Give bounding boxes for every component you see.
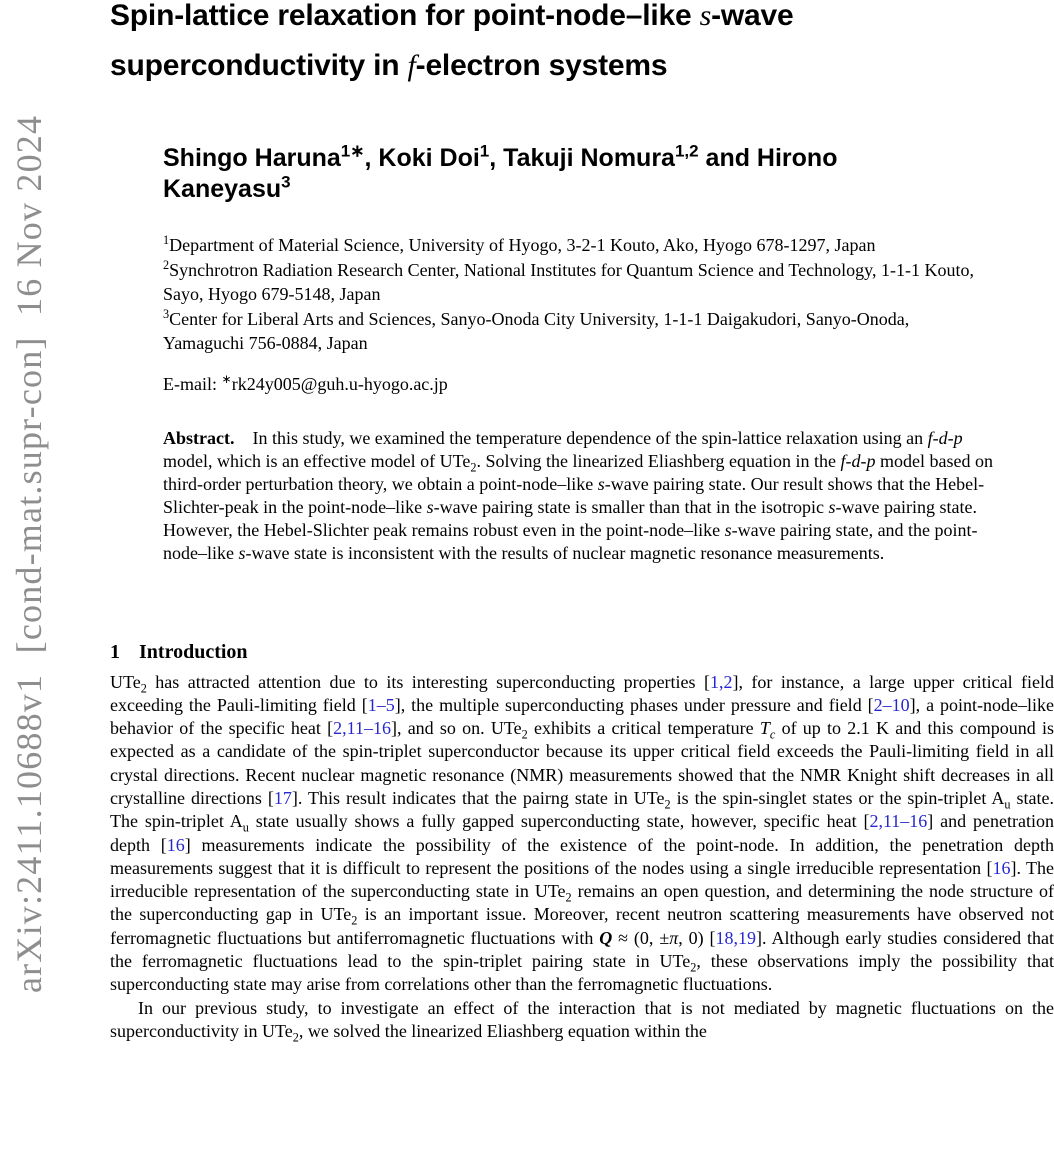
text-segment: Abstract. <box>163 427 235 448</box>
citation-link[interactable]: 1–5 <box>367 694 395 715</box>
text-segment: ], a point-node–like behavior of the specific heat [ <box>110 694 1054 739</box>
text-segment: f <box>407 49 416 82</box>
text-segment: s <box>597 473 605 494</box>
text-segment: -wave pairing state, and the point-node–like <box>163 519 978 563</box>
text-segment: ], for instance, a large upper critical field exceeding the Pauli-limiting field [ <box>110 671 1054 715</box>
text-segment: ∗ <box>221 371 232 386</box>
text-segment: 1 <box>163 233 170 247</box>
text-segment: and Hirono Kaneyasu <box>163 144 838 203</box>
citation-link[interactable]: 2–10 <box>873 694 910 715</box>
text-segment: Synchrotron Radiation Research Center, National Institutes for Quantum Science and Technology, 1-1-1 Kouto, Sayo, Hyogo 679-5148, Japan <box>163 259 974 304</box>
text-segment: 2 <box>351 914 358 929</box>
text-segment: is an important issue. Moreover, recent neutron scattering measurements have observed not ferromagnetic fluctuations but antiferromagnetic fluctuations with <box>110 904 1054 948</box>
text-segment: In our previous study, to investigate an effect of the interaction that is not mediated by magnetic fluctuations on the superconductivity in UTe <box>110 997 1054 1041</box>
citation-link[interactable]: 17 <box>273 787 292 808</box>
affiliation-1 <box>163 233 983 258</box>
text-segment: p <box>953 427 963 448</box>
text-segment: -wave pairing state. Our result shows that the Hebel-Slichter-peak in the point-node–like <box>163 473 985 517</box>
text-segment: ]. This result indicates that the pairng state in UTe <box>291 787 665 808</box>
text-segment: 1 <box>479 141 490 161</box>
text-segment: 2 <box>140 681 147 696</box>
text-segment: 2 <box>521 727 528 742</box>
affiliation-2 <box>163 258 983 307</box>
text-segment: - <box>845 450 852 471</box>
text-segment: state. The spin-triplet A <box>110 787 1054 832</box>
text-segment: , Koki Doi <box>364 144 480 172</box>
affiliation-list <box>163 233 983 356</box>
text-segment: -wave state is inconsistent with the results of nuclear magnetic resonance measurements. <box>245 542 885 563</box>
text-segment: ≈ (0, ± <box>612 927 670 948</box>
text-segment: is the spin-singlet states or the spin-triplet A <box>670 787 1005 808</box>
text-segment: exhibits a critical temperature <box>527 718 760 739</box>
section-title: Introduction <box>139 640 248 663</box>
section-heading-introduction <box>110 639 1054 665</box>
text-segment: f <box>927 427 933 448</box>
text-segment: Department of Material Science, University of Hyogo, 3-2-1 Kouto, Ako, Hyogo 678-1297, Japan <box>169 235 876 255</box>
text-segment: 1,2 <box>674 141 699 161</box>
text-segment: E-mail: <box>163 373 222 394</box>
text-segment: 2 <box>470 460 477 475</box>
text-segment: u <box>242 820 249 835</box>
contact-email <box>163 372 1054 396</box>
text-segment: ] measurements indicate the possibility of the existence of the point-node. In addition, the penetration depth measurements suggest that it is difficult to represent the positions of the nodes using a single irreducible representation [ <box>110 834 1054 878</box>
citation-link[interactable]: 2,11–16 <box>869 811 928 832</box>
text-segment: ], and so on. UTe <box>390 718 522 739</box>
text-segment: u <box>1004 797 1011 812</box>
text-segment: 3 <box>281 172 291 192</box>
text-segment: model, which is an effective model of UTe <box>163 450 471 471</box>
text-segment: T <box>759 718 770 739</box>
text-segment: ]. The irreducible representation of the superconducting state in UTe <box>110 857 1054 902</box>
text-segment: , 0) [ <box>678 927 716 948</box>
text-segment: 2 <box>292 1030 299 1045</box>
text-segment: - <box>860 450 867 471</box>
text-segment: ], the multiple superconducting phases under pressure and field [ <box>394 694 874 715</box>
section-number: 1 <box>110 640 120 663</box>
text-segment: , Takuji Nomura <box>489 144 675 172</box>
text-segment: s <box>238 542 246 563</box>
text-segment: Center for Liberal Arts and Sciences, Sanyo-Onoda City University, 1-1-1 Daigakudori, Sanyo-Onoda, Yamaguchi 756-0884, Japan <box>163 308 910 353</box>
text-segment: s <box>828 496 836 517</box>
citation-link[interactable]: 18,19 <box>715 927 757 948</box>
text-segment: 3 <box>163 306 170 321</box>
text-segment: d <box>938 427 948 448</box>
text-segment: , these observations imply the possibility that superconducting state may arise from correlations other than the ferromagnetic fluctuations. <box>110 951 1054 995</box>
text-segment: has attracted attention due to its interesting superconducting properties [ <box>146 671 710 692</box>
author-list <box>163 143 963 205</box>
citation-link[interactable]: 16 <box>166 834 185 855</box>
abstract <box>163 427 1003 565</box>
paper-title <box>110 0 1010 91</box>
citation-link[interactable]: 1,2 <box>709 671 733 692</box>
text-segment: model based on third-order perturbation theory, we obtain a point-node–like <box>163 450 994 494</box>
text-segment: 2 <box>565 890 572 905</box>
text-segment: s <box>426 496 434 517</box>
paper-content <box>110 0 1054 1043</box>
text-segment: ]. Although early studies considered that the ferromagnetic fluctuations lead to the spin-triplet pairing state in UTe <box>110 927 1054 972</box>
introduction-body <box>110 671 1054 1044</box>
text-segment: 2 <box>163 257 170 272</box>
paragraph-1 <box>110 671 1054 997</box>
citation-link[interactable]: 2,11–16 <box>333 718 391 739</box>
text-segment: 2 <box>690 960 697 975</box>
text-segment: Spin-lattice relaxation for point-node–like <box>110 0 700 32</box>
text-segment: -wave pairing state is smaller than that in the isotropic <box>433 496 829 517</box>
text-segment: remains an open question, and determining the node structure of the superconducting gap in UTe <box>110 881 1054 925</box>
text-segment: , we solved the linearized Eliashberg equation within the <box>298 1020 707 1041</box>
text-segment: Shingo Haruna <box>163 144 341 172</box>
text-segment: rk24y005@guh.u-hyogo.ac.jp <box>231 373 448 394</box>
text-segment: s <box>699 0 712 32</box>
text-segment: -electron systems <box>415 49 668 82</box>
text-segment: . Solving the linearized Eliashberg equation in the <box>476 450 841 471</box>
text-segment: 2 <box>664 797 671 812</box>
text-segment: Q <box>599 927 613 948</box>
arxiv-watermark: arXiv:2411.10688v1 [cond-mat.supr-con] 16 Nov 2024 <box>9 114 49 993</box>
paragraph-2 <box>110 997 1054 1044</box>
text-segment: p <box>866 450 876 471</box>
text-segment: f <box>840 450 846 471</box>
text-segment: - <box>932 427 939 448</box>
text-segment: -wave pairing state. However, the Hebel-Slichter peak remains robust even in the point-node–like <box>163 496 977 540</box>
text-segment: π <box>669 927 679 948</box>
text-segment: state usually shows a fully gapped superconducting state, however, specific heat [ <box>248 811 870 832</box>
text-segment: s <box>724 519 732 540</box>
text-segment: d <box>851 450 861 471</box>
text-segment: UTe <box>110 671 141 692</box>
text-segment: -wave superconductivity in <box>110 0 794 82</box>
text-segment: In this study, we examined the temperature dependence of the spin-lattice relaxation using an <box>234 427 928 448</box>
text-segment: ] and penetration depth [ <box>110 811 1054 855</box>
affiliation-3 <box>163 307 983 356</box>
text-segment: of up to 2.1 K and this compound is expected as a candidate of the spin-triplet superconductor because its upper critical field exceeds the Pauli-limiting field in all crystal directions. Recent nuclear magnetic resonance (NMR) measurements showed that the NMR Knight shift decreases in all crystalline directions [ <box>110 718 1054 808</box>
citation-link[interactable]: 16 <box>992 857 1011 878</box>
text-segment: 1∗ <box>340 141 365 161</box>
text-segment: - <box>947 427 954 448</box>
text-segment: c <box>769 727 776 742</box>
